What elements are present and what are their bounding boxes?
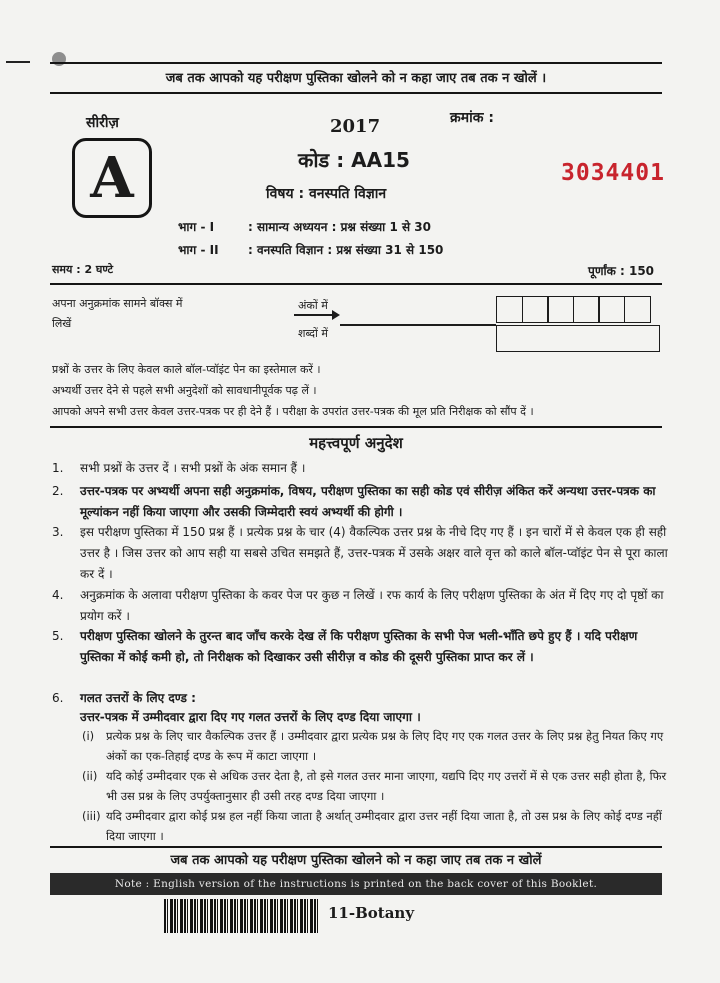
arrow-head-icon: [332, 310, 340, 320]
exam-year: 2017: [330, 116, 381, 137]
instruction-number: 2.: [52, 484, 64, 498]
part2-label: भाग - II: [178, 243, 219, 257]
series-letter: A: [72, 138, 152, 218]
bottom-rule: [50, 846, 662, 848]
instruction-text: अनुक्रमांक के अलावा परीक्षण पुस्तिका के कवर पेज पर कुछ न लिखें । रफ कार्य के लिए परीक्षण पुस्तिका के अंत में दिए गए दो पृष्ठों का प्रयोग करें ।: [80, 588, 664, 623]
general-note: आपको अपने सभी उत्तर केवल उत्तर-पत्रक पर ही देने हैं । परीक्षा के उपरांत उत्तर-पत्रक की मूल प्रति निरीक्षक को सौंप दें ।: [52, 405, 534, 418]
penalty-text: यदि कोई उम्मीदवार एक से अधिक उत्तर देता है, तो इसे गलत उत्तर माना जाएगा, यद्यपि दिए गए उत्तरों में से एक उत्तर सही होता है, फिर भी उस प्रश्न के लिए उपर्युक्तानुसार ही उसी तरह दण्ड दिया जाएगा ।: [106, 769, 667, 803]
top-rule-2: [50, 92, 662, 94]
penalty-number: (i): [82, 729, 95, 743]
instruction-item: [52, 458, 672, 479]
instruction-text: सभी प्रश्नों के उत्तर दें । सभी प्रश्नों के अंक समान हैं ।: [80, 461, 306, 475]
part1-label: भाग - I: [178, 220, 215, 234]
roll-words-box[interactable]: [496, 325, 660, 352]
general-note: प्रश्नों के उत्तर के लिए केवल काले बॉल-प्वॉइंट पेन का इस्तेमाल करें ।: [52, 363, 321, 376]
instruction-text: उत्तर-पत्रक पर अभ्यर्थी अपना सही अनुक्रमांक, विषय, परीक्षण पुस्तिका का सही कोड एवं सीरीज़ अंकित करें अन्यथा उत्तर-पत्रक का मूल्यांकन नहीं किया जाएगा और उसकी जिम्मेदारी स्वयं अभ्यर्थी की होगी ।: [80, 484, 656, 519]
instruction-number: 5.: [52, 629, 64, 643]
barcode: [164, 899, 320, 933]
notes-rule: [50, 426, 662, 428]
instruction-text: गलत उत्तरों के लिए दण्ड :: [80, 691, 196, 705]
instruction-number: 4.: [52, 588, 64, 602]
penalty-point: [82, 806, 668, 846]
important-heading: महत्त्वपूर्ण अनुदेश: [309, 434, 403, 452]
instruction-text: इस परीक्षण पुस्तिका में 150 प्रश्न हैं । प्रत्येक प्रश्न के चार (4) वैकल्पिक उत्तर प्रश्न के नीचे दिए गए हैं । इन चारों में से केवल एक ही सही उत्तर है । जिस उत्तर को आप सही या सबसे उचित समझते हैं, उत्तर-पत्रक में उसके अक्षर वाले वृत्त को काले बॉल-प्वॉइंट पेन से पूरा काला कर दें ।: [80, 525, 668, 581]
roll-digit-box[interactable]: [598, 296, 625, 323]
roll-digit-boxes[interactable]: [496, 296, 649, 323]
header-rule: [50, 283, 662, 285]
instruction-item: [52, 626, 672, 668]
roll-digit-box[interactable]: [496, 296, 523, 323]
booklet-tag: 11-Botany: [328, 904, 415, 922]
part1-text: : सामान्य अध्ययन : प्रश्न संख्या 1 से 30: [248, 220, 431, 234]
penalty-number: (iii): [82, 809, 101, 823]
part2-text: : वनस्पति विज्ञान : प्रश्न संख्या 31 से 150: [248, 243, 444, 257]
serial-number: 3034401: [561, 160, 665, 186]
roll-digit-box[interactable]: [624, 296, 651, 323]
roll-digit-box[interactable]: [522, 296, 549, 323]
in-words-label: शब्दों में: [298, 327, 328, 340]
subject: विषय : वनस्पति विज्ञान: [266, 186, 387, 202]
instruction-item: [52, 481, 672, 523]
instruction-number: 6.: [52, 691, 64, 705]
penalty-heading: उत्तर-पत्रक में उम्मीदवार द्वारा दिए गए गलत उत्तरों के लिए दण्ड दिया जाएगा ।: [80, 710, 421, 724]
instruction-item: [52, 585, 672, 627]
top-rule: [50, 62, 662, 64]
series-label: सीरीज़: [86, 115, 119, 131]
arrow-icon: [294, 314, 334, 316]
booklet-code: कोड : AA15: [298, 148, 410, 172]
instruction-item: [52, 688, 672, 709]
penalty-number: (ii): [82, 769, 98, 783]
instruction-number: 3.: [52, 525, 64, 539]
general-note: अभ्यर्थी उत्तर देने से पहले सभी अनुदेशों को सावधानीपूर्वक पढ़ लें ।: [52, 384, 317, 397]
in-digits-label: अंकों में: [298, 299, 328, 312]
margin-dash: [6, 61, 30, 63]
roll-instruction-2: लिखें: [52, 317, 72, 330]
top-warning: जब तक आपको यह परीक्षण पुस्तिका खोलने को न कहा जाए तब तक न खोलें ।: [165, 71, 547, 86]
bottom-warning: जब तक आपको यह परीक्षण पुस्तिका खोलने को न कहा जाए तब तक न खोलें: [170, 853, 542, 868]
roll-digit-box[interactable]: [573, 296, 600, 323]
exam-time: समय : 2 घण्टे: [52, 263, 114, 276]
penalty-text: प्रत्येक प्रश्न के लिए चार वैकल्पिक उत्तर हैं । उम्मीदवार द्वारा प्रत्येक प्रश्न के लिए दिए गए एक गलत उत्तर के लिए प्रश्न हेतु नियत किए गए अंकों का एक-तिहाई दण्ड के रूप में काटा जाएगा ।: [106, 729, 664, 763]
penalty-text: यदि उम्मीदवार द्वारा कोई प्रश्न हल नहीं किया जाता है अर्थात् उम्मीदवार द्वारा उत्तर नहीं दिया जाता है, तो उस प्रश्न के लिए कोई दण्ड नहीं दिया जाएगा ।: [106, 809, 662, 843]
roll-digit-box[interactable]: [547, 296, 574, 323]
instruction-item: [52, 522, 672, 585]
instruction-number: 1.: [52, 461, 64, 475]
roll-divider: [340, 324, 496, 326]
instruction-text: परीक्षण पुस्तिका खोलने के तुरन्त बाद जाँच करके देख लें कि परीक्षण पुस्तिका के सभी पेज भली-भाँति छपे हुए हैं । यदि परीक्षण पुस्तिका में कोई कमी हो, तो निरीक्षक को दिखाकर उसी सीरीज़ व कोड की दूसरी पुस्तिका प्राप्त कर लें ।: [80, 629, 638, 664]
max-marks: पूर्णांक : 150: [588, 264, 655, 278]
roll-instruction-1: अपना अनुक्रमांक सामने बॉक्स में: [52, 297, 183, 310]
english-note: Note : English version of the instructions is printed on the back cover of this Booklet.: [50, 873, 662, 895]
penalty-point: [82, 766, 668, 806]
serial-label: क्रमांक :: [450, 110, 494, 126]
penalty-point: [82, 726, 668, 766]
